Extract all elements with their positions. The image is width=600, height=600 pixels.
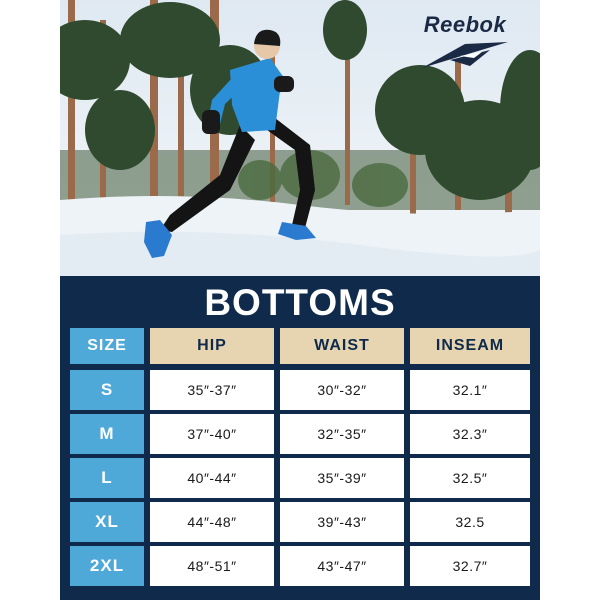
waist-value: 43″-47″ bbox=[280, 546, 404, 586]
inseam-value: 32.5″ bbox=[410, 458, 530, 498]
brand-logo bbox=[406, 12, 524, 72]
inseam-value: 32.1″ bbox=[410, 370, 530, 410]
hip-value: 40″-44″ bbox=[150, 458, 274, 498]
header-size: SIZE bbox=[70, 328, 144, 364]
size-label: S bbox=[70, 370, 144, 410]
waist-value: 32″-35″ bbox=[280, 414, 404, 454]
hip-value: 48″-51″ bbox=[150, 546, 274, 586]
size-chart-panel bbox=[60, 276, 540, 600]
size-label: 2XL bbox=[70, 546, 144, 586]
size-label: XL bbox=[70, 502, 144, 542]
header-hip: HIP bbox=[150, 328, 274, 364]
product-size-chart-image bbox=[60, 0, 540, 600]
hero-photo bbox=[60, 0, 540, 276]
waist-value: 39″-43″ bbox=[280, 502, 404, 542]
size-label: L bbox=[70, 458, 144, 498]
hip-value: 37″-40″ bbox=[150, 414, 274, 454]
waist-value: 30″-32″ bbox=[280, 370, 404, 410]
waist-value: 35″-39″ bbox=[280, 458, 404, 498]
inseam-value: 32.5 bbox=[410, 502, 530, 542]
inseam-value: 32.7″ bbox=[410, 546, 530, 586]
inseam-value: 32.3″ bbox=[410, 414, 530, 454]
header-waist: WAIST bbox=[280, 328, 404, 364]
reebok-vector-icon bbox=[420, 40, 510, 70]
hip-value: 44″-48″ bbox=[150, 502, 274, 542]
brand-wordmark: Reebok bbox=[423, 12, 507, 37]
size-chart-title: BOTTOMS bbox=[204, 282, 396, 323]
header-inseam: INSEAM bbox=[410, 328, 530, 364]
hip-value: 35″-37″ bbox=[150, 370, 274, 410]
size-label: M bbox=[70, 414, 144, 454]
